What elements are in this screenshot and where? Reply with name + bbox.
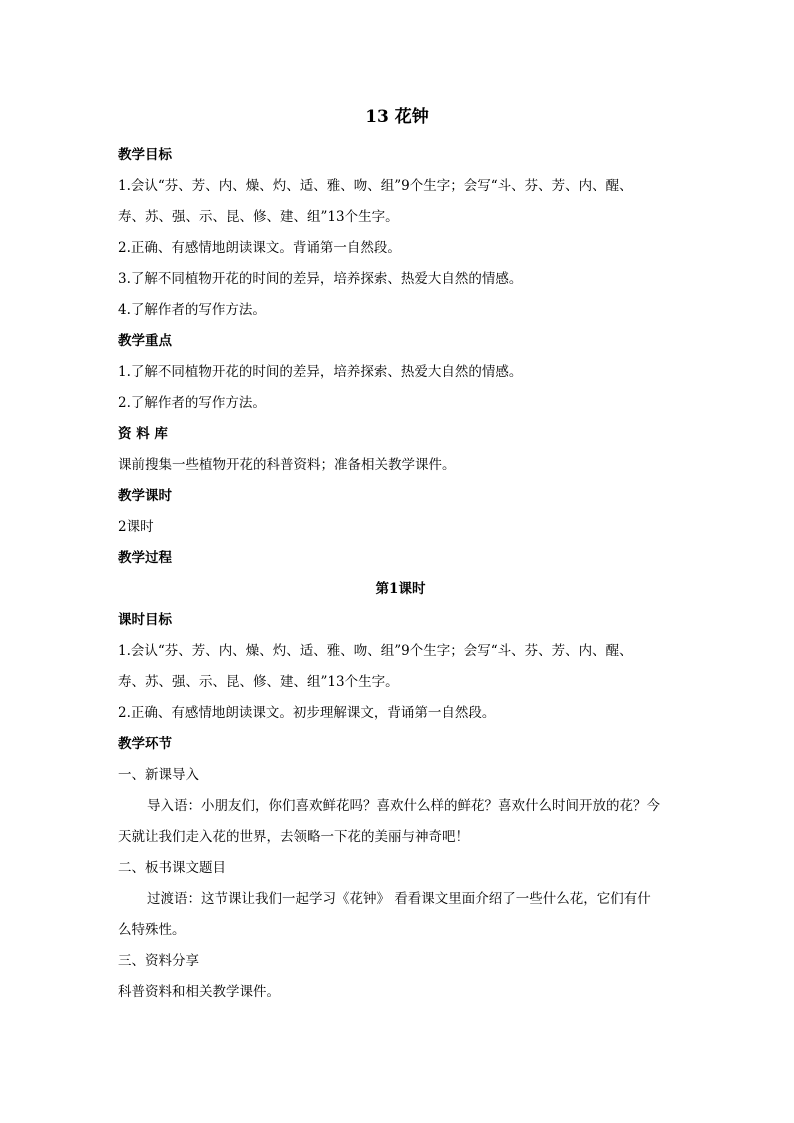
lesson-title: 第1课时 <box>375 581 426 597</box>
goal-line: 4.了解作者的写作方法。 <box>118 302 266 318</box>
step-title-board-title: 二、板书课文题目 <box>118 860 226 876</box>
section-heading-class-hours: 教学课时 <box>118 488 172 504</box>
step-text: 科普资料和相关教学课件。 <box>118 984 280 1000</box>
key-point-line: 2.了解作者的写作方法。 <box>118 395 266 411</box>
key-point-line: 1.了解不同植物开花的时间的差异，培养探索、热爱大自然的情感。 <box>118 364 523 380</box>
step-text: 天就让我们走入花的世界，去领略一下花的美丽与神奇吧！ <box>118 829 469 845</box>
step-title-new-lesson-intro: 一、新课导入 <box>118 767 199 783</box>
section-heading-teaching-process: 教学过程 <box>118 550 172 566</box>
section-heading-teaching-steps: 教学环节 <box>118 736 172 752</box>
section-heading-teaching-goals: 教学目标 <box>118 147 172 163</box>
document-body <box>118 140 683 1008</box>
resources-text: 课前搜集一些植物开花的科普资料；准备相关教学课件。 <box>118 457 456 473</box>
document-title: 13 花钟 <box>365 107 429 127</box>
goal-line: 2.正确、有感情地朗读课文。背诵第一自然段。 <box>118 240 401 256</box>
section-heading-lesson-goals: 课时目标 <box>118 612 172 628</box>
lesson-goal-line: 1.会认“芬、芳、内、燥、灼、适、雅、吻、组”9个生字；会写“斗、芬、芳、内、醒、 <box>118 643 633 659</box>
step-text: 过渡语：这节课让我们一起学习《花钟》 看看课文里面介绍了一些什么花，它们有什 <box>147 891 651 907</box>
step-text: 么特殊性。 <box>118 922 186 938</box>
goal-line: 3.了解不同植物开花的时间的差异，培养探索、热爱大自然的情感。 <box>118 271 523 287</box>
step-text: 导入语：小朋友们，你们喜欢鲜花吗？喜欢什么样的鲜花？喜欢什么时间开放的花？今 <box>147 798 660 814</box>
goal-line: 1.会认“芬、芳、内、燥、灼、适、雅、吻、组”9个生字；会写“斗、芬、芳、内、醒、 <box>118 178 633 194</box>
section-heading-key-points: 教学重点 <box>118 333 172 349</box>
lesson-goal-line: 2.正确、有感情地朗读课文。初步理解课文，背诵第一自然段。 <box>118 705 496 721</box>
class-hours-text: 2课时 <box>118 519 154 535</box>
goal-line: 寿、苏、强、示、昆、修、建、组”13个生字。 <box>118 209 399 225</box>
lesson-goal-line: 寿、苏、强、示、昆、修、建、组”13个生字。 <box>118 674 399 690</box>
step-title-resource-sharing: 三、资料分享 <box>118 953 199 969</box>
section-heading-resources: 资 料 库 <box>118 426 168 442</box>
